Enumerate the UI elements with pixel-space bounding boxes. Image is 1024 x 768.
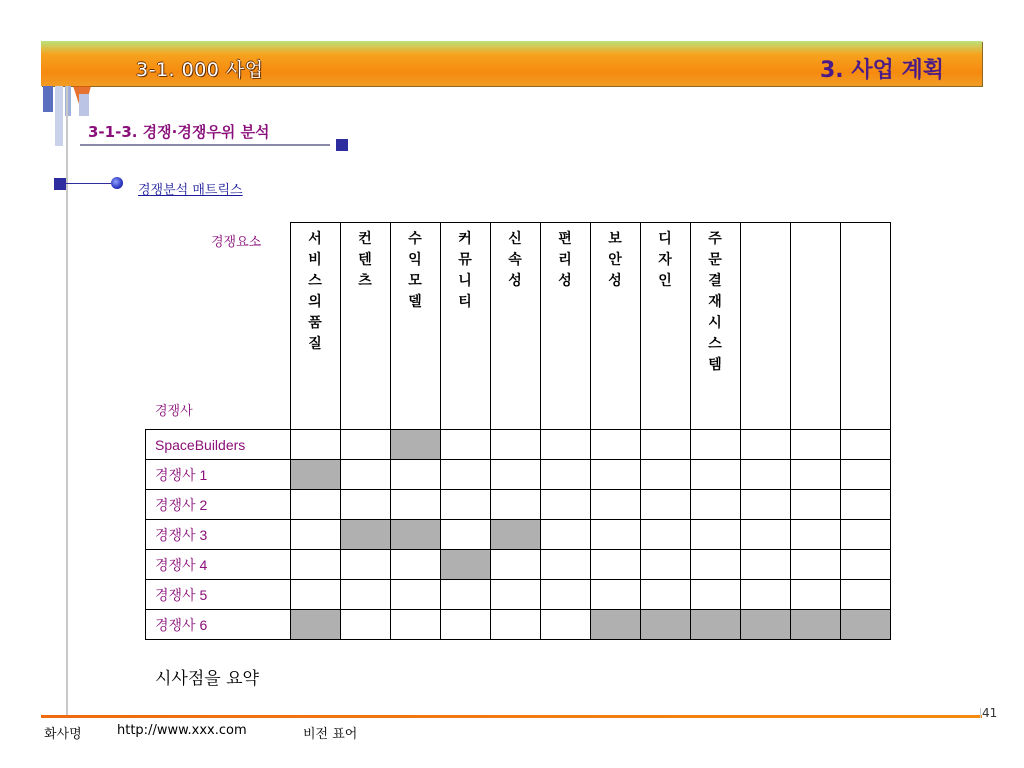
matrix-cell [390,430,440,460]
matrix-cell [640,490,690,520]
column-header-char: 커 [458,231,472,247]
column-header-char: 품 [308,315,322,331]
matrix-cell [590,490,640,520]
matrix-cell [490,430,540,460]
matrix-cell [540,430,590,460]
column-header-char: 디 [658,231,672,247]
matrix-cell [540,580,590,610]
column-header-char: 스 [308,273,322,289]
matrix-column-header [590,223,640,430]
matrix-column-header [690,223,740,430]
matrix-cell [440,610,490,640]
matrix-cell [840,520,890,550]
competitor-label: 경쟁사 1 [146,460,291,490]
matrix-heading-link[interactable]: 경쟁분석 매트릭스 [138,183,243,198]
matrix-header-row [146,223,891,430]
matrix-column-header [790,223,840,430]
matrix-cell [290,460,340,490]
column-header-char: 티 [458,294,472,310]
matrix-cell [740,520,790,550]
matrix-cell [790,580,840,610]
table-row [146,460,891,490]
matrix-cell [290,610,340,640]
matrix-cell [790,490,840,520]
matrix-cell [690,460,740,490]
matrix-column-header [490,223,540,430]
matrix-cell [590,550,640,580]
column-header-char: 서 [308,231,322,247]
matrix-cell [290,520,340,550]
header-bar [41,41,982,86]
matrix-cell [690,580,740,610]
column-header-char: 성 [608,273,622,289]
matrix-cell [690,430,740,460]
matrix-cell [590,610,640,640]
footer-tick [980,708,981,718]
matrix-column-header [440,223,490,430]
matrix-cell [290,490,340,520]
matrix-cell [690,610,740,640]
competitor-label: SpaceBuilders [146,430,291,460]
column-header-char: 안 [608,252,622,268]
column-header-char: 속 [508,252,522,268]
competition-matrix-table [145,222,891,640]
matrix-cell [590,430,640,460]
column-header-char: 결 [708,273,722,289]
matrix-cell [490,610,540,640]
matrix-column-header [340,223,390,430]
column-header-char: 성 [508,273,522,289]
matrix-cell [340,580,390,610]
footer-vision-slogan: 비전 표어 [303,727,358,742]
matrix-column-header [290,223,340,430]
column-header-char: 시 [708,315,722,331]
matrix-cell [740,430,790,460]
column-header-char: 리 [558,252,572,268]
section-title: 3-1-3. 경쟁·경쟁우위 분석 [88,123,270,141]
matrix-cell [840,430,890,460]
column-header-char: 질 [308,336,322,352]
matrix-cell [740,550,790,580]
matrix-cell [640,430,690,460]
bullet-connector-line [66,183,114,184]
matrix-cell [790,430,840,460]
matrix-corner-factors-label: 경쟁요소 [211,235,262,250]
footer-rule [41,715,982,718]
matrix-cell [390,490,440,520]
matrix-cell [490,580,540,610]
matrix-cell [840,610,890,640]
matrix-cell [790,610,840,640]
table-row [146,490,891,520]
matrix-cell [440,550,490,580]
matrix-cell [640,460,690,490]
matrix-cell [490,520,540,550]
column-header-char: 주 [708,231,722,247]
matrix-column-header [740,223,790,430]
header-subtitle: 3-1. 000 사업 [136,59,264,81]
matrix-cell [290,430,340,460]
matrix-cell [740,610,790,640]
matrix-cell [340,490,390,520]
matrix-cell [840,550,890,580]
matrix-cell [540,490,590,520]
column-header-char: 델 [408,294,422,310]
matrix-cell [740,460,790,490]
bullet-circle-icon [111,177,123,189]
matrix-cell [440,580,490,610]
matrix-cell [540,550,590,580]
competitor-label: 경쟁사 6 [146,610,291,640]
column-header-char: 성 [558,273,572,289]
competitor-label: 경쟁사 4 [146,550,291,580]
column-header-char: 문 [708,252,722,268]
matrix-cell [640,550,690,580]
matrix-cell [740,580,790,610]
matrix-column-header [840,223,890,430]
competitor-label: 경쟁사 5 [146,580,291,610]
matrix-cell [390,550,440,580]
matrix-cell [790,460,840,490]
table-row [146,580,891,610]
footer-url[interactable]: http://www.xxx.com [117,723,247,738]
matrix-column-header [540,223,590,430]
matrix-cell [640,520,690,550]
matrix-cell [590,460,640,490]
table-row [146,550,891,580]
matrix-column-header [390,223,440,430]
matrix-cell [640,610,690,640]
matrix-cell [340,550,390,580]
matrix-cell [440,490,490,520]
column-header-char: 컨 [358,231,372,247]
matrix-cell [440,460,490,490]
column-header-char: 의 [308,294,322,310]
table-row [146,430,891,460]
matrix-cell [390,460,440,490]
matrix-cell [690,490,740,520]
matrix-cell [690,520,740,550]
matrix-cell [690,550,740,580]
matrix-cell [840,460,890,490]
matrix-cell [790,520,840,550]
column-header-char: 텐 [358,252,372,268]
column-header-char: 모 [408,273,422,289]
section-title-underline [80,144,330,146]
matrix-cell [740,490,790,520]
section-marker-square [336,139,348,151]
bullet-marker-square [54,178,66,190]
column-header-char: 인 [658,273,672,289]
competitor-label: 경쟁사 3 [146,520,291,550]
matrix-cell [290,580,340,610]
column-header-char: 보 [608,231,622,247]
matrix-cell [390,580,440,610]
page-number: 41 [982,706,998,720]
matrix-column-header [640,223,690,430]
matrix-cell [640,580,690,610]
summary-text: 시사점을 요약 [155,669,259,689]
footer-company-name: 화사명 [44,727,82,742]
competitor-label: 경쟁사 2 [146,490,291,520]
column-header-char: 익 [408,252,422,268]
matrix-cell [590,580,640,610]
table-row [146,520,891,550]
column-header-char: 신 [508,231,522,247]
header-chapter-title: 3. 사업 계획 [820,58,944,83]
column-header-char: 츠 [358,273,372,289]
matrix-cell [490,490,540,520]
column-header-char: 자 [658,252,672,268]
matrix-cell [490,550,540,580]
left-vertical-rule [66,86,68,716]
matrix-cell [390,610,440,640]
matrix-cell [290,550,340,580]
matrix-cell [840,580,890,610]
column-header-char: 비 [308,252,322,268]
matrix-cell [540,520,590,550]
matrix-cell [590,520,640,550]
matrix-cell [440,430,490,460]
column-header-char: 템 [708,357,722,373]
column-header-char: 뮤 [458,252,472,268]
table-row [146,610,891,640]
matrix-cell [390,520,440,550]
matrix-corner-cell [146,223,291,430]
matrix-cell [340,430,390,460]
matrix-cell [490,460,540,490]
matrix-cell [540,460,590,490]
matrix-cell [790,550,840,580]
matrix-cell [440,520,490,550]
matrix-corner-competitors-label: 경쟁사 [155,404,193,419]
column-header-char: 스 [708,336,722,352]
column-header-char: 수 [408,231,422,247]
column-header-char: 재 [708,294,722,310]
column-header-char: 니 [458,273,472,289]
matrix-cell [340,610,390,640]
matrix-cell [340,460,390,490]
matrix-cell [340,520,390,550]
column-header-char: 편 [558,231,572,247]
matrix-cell [840,490,890,520]
matrix-cell [540,610,590,640]
